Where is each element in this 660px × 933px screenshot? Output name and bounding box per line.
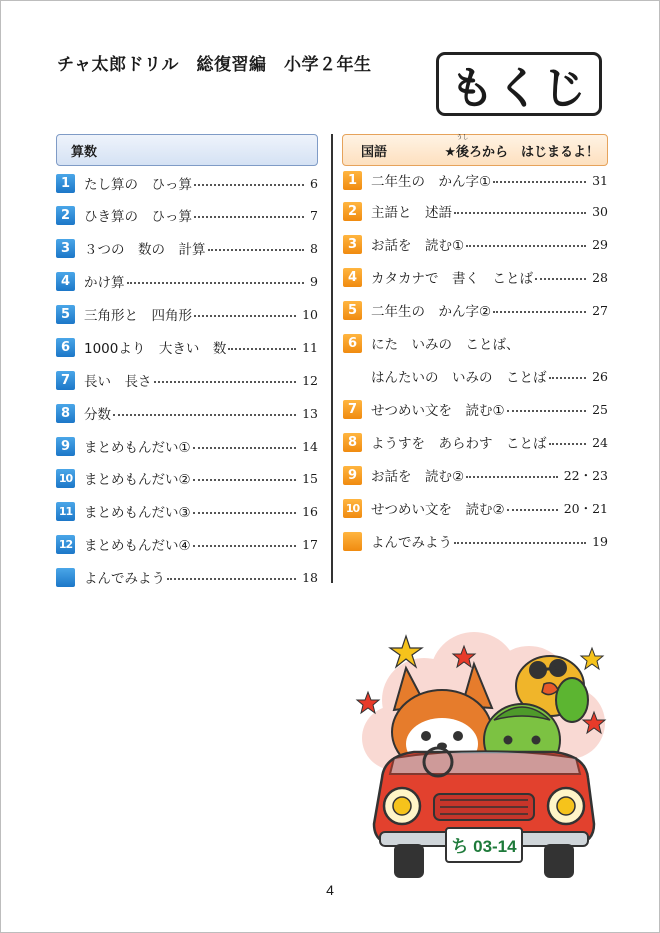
leader-dots — [194, 315, 296, 317]
math-item[interactable] — [56, 204, 318, 226]
math-item-number-badge: 9 — [56, 437, 75, 456]
math-item-label: 長い 長さ — [84, 374, 152, 390]
leader-dots — [167, 578, 296, 580]
japanese-item-label: よんでみよう — [371, 535, 452, 551]
math-item[interactable] — [56, 270, 318, 292]
japanese-item[interactable] — [343, 530, 608, 552]
math-item-label: ３つの 数の 計算 — [84, 242, 206, 258]
math-item-page: 18 — [302, 569, 318, 585]
leader-dots — [193, 479, 296, 481]
japanese-item[interactable] — [343, 266, 608, 288]
japanese-item-number-badge: 1 — [343, 171, 362, 190]
japanese-item-label: せつめい文を 読む② — [371, 502, 505, 518]
leader-dots — [454, 212, 586, 214]
math-item-page: 6 — [310, 175, 318, 191]
math-item[interactable] — [56, 435, 318, 457]
math-item-label: まとめもんだい④ — [84, 538, 191, 554]
math-item-number-badge: 4 — [56, 272, 75, 291]
japanese-item-label: 二年生の かん字① — [371, 174, 492, 190]
leader-dots — [507, 410, 586, 412]
japanese-item-page: 31 — [592, 172, 608, 188]
mokuji-title: もくじ — [450, 63, 588, 114]
math-item-page: 8 — [310, 240, 318, 256]
japanese-heading: 国語 — [361, 144, 388, 160]
japanese-item-number-badge: 4 — [343, 268, 362, 287]
math-item-page: 17 — [302, 536, 318, 552]
leader-dots — [228, 348, 296, 350]
japanese-item[interactable] — [343, 497, 608, 519]
leader-dots — [549, 443, 587, 445]
japanese-item-page: 24 — [592, 434, 608, 450]
math-item-number-badge: 12 — [56, 535, 75, 554]
japanese-item[interactable] — [343, 464, 608, 486]
math-item[interactable] — [56, 533, 318, 555]
math-item-number-badge: 7 — [56, 371, 75, 390]
leader-dots — [154, 381, 297, 383]
japanese-item-number-badge: 9 — [343, 466, 362, 485]
japanese-item-page: 20・21 — [563, 501, 608, 516]
math-item-label: ひき算の ひっ算 — [84, 209, 192, 225]
japanese-item-continuation[interactable] — [343, 365, 608, 387]
page-number: 4 — [326, 882, 334, 898]
math-item-page: 10 — [302, 306, 318, 322]
note-kanji: 後 — [455, 144, 469, 160]
japanese-item-page: 28 — [592, 269, 608, 285]
japanese-item-number-badge: 5 — [343, 301, 362, 320]
japanese-item-page: 25 — [592, 401, 608, 417]
japanese-item-square-badge — [343, 532, 362, 551]
math-item-page: 12 — [302, 372, 318, 388]
japanese-item-page: 26 — [592, 368, 608, 384]
ruby-kanji — [455, 133, 469, 160]
math-item-number-badge: 10 — [56, 469, 75, 488]
math-item-page: 14 — [302, 438, 318, 454]
leader-dots — [493, 311, 586, 313]
leader-dots — [549, 377, 587, 379]
japanese-item-number-badge: 8 — [343, 433, 362, 452]
japanese-item-number-badge: 2 — [343, 202, 362, 221]
mokuji-title-box — [436, 52, 602, 116]
math-section-header — [56, 134, 318, 166]
math-item-page: 11 — [302, 339, 318, 355]
math-item[interactable] — [56, 566, 318, 588]
star-icon: ★ — [444, 144, 456, 160]
math-item-page: 9 — [310, 273, 318, 289]
star-icon — [357, 692, 379, 713]
japanese-item-label: カタカナで 書く ことば — [371, 271, 533, 287]
japanese-item[interactable] — [343, 169, 608, 191]
ruby-reading: うし — [456, 133, 469, 141]
math-item-page: 13 — [302, 405, 318, 421]
japanese-item-number-badge: 3 — [343, 235, 362, 254]
math-item-square-badge — [56, 568, 75, 587]
leader-dots — [493, 181, 586, 183]
japanese-item-number-badge: 6 — [343, 334, 362, 353]
math-item[interactable] — [56, 172, 318, 194]
japanese-item[interactable] — [343, 233, 608, 255]
math-item[interactable] — [56, 467, 318, 489]
math-item-page: 15 — [302, 470, 318, 486]
star-icon — [581, 648, 603, 669]
leader-dots — [113, 414, 296, 416]
red-car — [374, 748, 594, 878]
math-item-label: まとめもんだい② — [84, 472, 191, 488]
japanese-item-label: お話を 読む① — [371, 238, 465, 254]
leader-dots — [466, 245, 586, 247]
japanese-item-page: 30 — [592, 203, 608, 219]
math-item-label: まとめもんだい③ — [84, 505, 191, 521]
leader-dots — [507, 509, 558, 511]
math-heading: 算数 — [71, 144, 98, 160]
leader-dots — [194, 216, 304, 218]
leader-dots — [193, 512, 296, 514]
math-item-label: かけ算 — [84, 275, 125, 291]
leader-dots — [193, 545, 296, 547]
math-item[interactable] — [56, 336, 318, 358]
japanese-item-label: お話を 読む② — [371, 469, 465, 485]
japanese-section-header — [342, 134, 608, 166]
japanese-item-label: 主語と 述語 — [371, 205, 452, 221]
license-plate: ち 03-14 — [451, 837, 517, 856]
japanese-item-number-badge: 10 — [343, 499, 362, 518]
reverse-order-note — [444, 133, 599, 160]
math-item[interactable] — [56, 237, 318, 259]
japanese-item-page: 22・23 — [563, 468, 608, 483]
japanese-item-label: 二年生の かん字② — [371, 304, 492, 320]
leader-dots — [466, 476, 558, 478]
book-title: チャ太郎ドリル 総復習編 小学２年生 — [57, 55, 372, 75]
japanese-item[interactable] — [343, 200, 608, 222]
leader-dots — [194, 184, 304, 186]
japanese-item-page: 29 — [592, 236, 608, 252]
leader-dots — [127, 282, 305, 284]
japanese-item[interactable] — [343, 398, 608, 420]
math-item-label: まとめもんだい① — [84, 440, 191, 456]
japanese-item[interactable] — [343, 431, 608, 453]
japanese-item-page: 19 — [592, 533, 608, 549]
math-item-number-badge: 11 — [56, 502, 75, 521]
math-item-number-badge: 8 — [56, 404, 75, 423]
japanese-item-label: ようすを あらわす ことば — [371, 436, 547, 452]
japanese-item[interactable] — [343, 299, 608, 321]
math-item-label: 三角形と 四角形 — [84, 308, 192, 324]
japanese-item-label: はんたいの いみの ことば — [371, 370, 547, 386]
column-divider — [331, 134, 333, 583]
mascot-car-illustration — [354, 628, 614, 890]
math-item-label: よんでみよう — [84, 571, 165, 587]
math-item-number-badge: 5 — [56, 305, 75, 324]
math-item-number-badge: 3 — [56, 239, 75, 258]
leader-dots — [208, 249, 305, 251]
japanese-item[interactable] — [343, 332, 608, 354]
math-item-number-badge: 1 — [56, 174, 75, 193]
math-item-page: 7 — [310, 207, 318, 223]
math-item-label: 1000より 大きい 数 — [84, 341, 227, 357]
japanese-item-page: 27 — [592, 302, 608, 318]
math-item[interactable] — [56, 402, 318, 424]
japanese-item-label: にた いみの ことば、 — [371, 337, 520, 353]
leader-dots — [535, 278, 586, 280]
math-item[interactable] — [56, 500, 318, 522]
math-item-label: たし算の ひっ算 — [84, 177, 192, 193]
note-text: ろから はじまるよ！ — [468, 144, 599, 160]
math-item-number-badge: 6 — [56, 338, 75, 357]
math-item-number-badge: 2 — [56, 206, 75, 225]
japanese-item-number-badge: 7 — [343, 400, 362, 419]
math-item-label: 分数 — [84, 407, 111, 423]
leader-dots — [454, 542, 586, 544]
math-item-page: 16 — [302, 503, 318, 519]
japanese-item-label: せつめい文を 読む① — [371, 403, 505, 419]
math-item[interactable] — [56, 303, 318, 325]
math-item[interactable] — [56, 369, 318, 391]
leader-dots — [193, 447, 296, 449]
